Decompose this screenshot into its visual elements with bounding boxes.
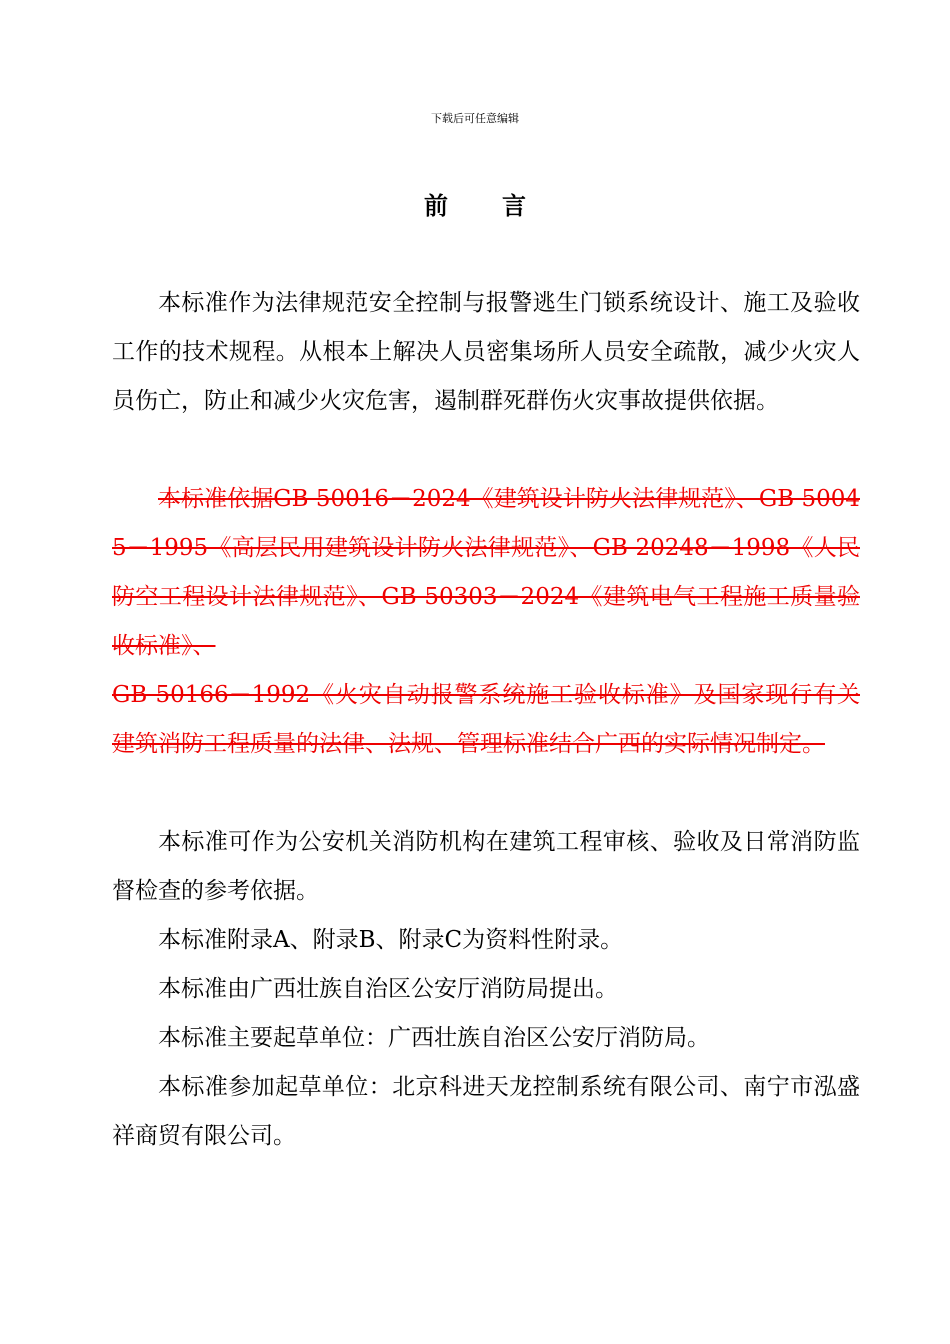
paragraph-deleted-references-a: 本标准依据GB 50016－2024《建筑设计防火法律规范》、GB 50045－1995《高层民用建筑设计防火法律规范》、GB 20248－1998《人民防空工程设计法律规范》、GB 50303－2024《建筑电气工程施工质量验收标准》、 xyxy=(112,486,860,659)
paragraph-reference-use: 本标准可作为公安机关消防机构在建筑工程审核、验收及日常消防监督检查的参考依据。 xyxy=(112,829,860,904)
title-char-1: 前 xyxy=(424,191,448,220)
paragraph-main-drafter: 本标准主要起草单位：广西壮族自治区公安厅消防局。 xyxy=(158,1025,710,1051)
paragraph-proposed-by: 本标准由广西壮族自治区公安厅消防局提出。 xyxy=(158,976,618,1002)
paragraph-purpose: 本标准作为法律规范安全控制与报警逃生门锁系统设计、施工及验收工作的技术规程。从根本上解决人员密集场所人员安全疏散，减少火灾人员伤亡，防止和减少火灾危害，遏制群死群伤火灾事故提供依据。 xyxy=(112,290,860,414)
page-title xyxy=(0,188,950,224)
paragraph-deleted-references-b: GB 50166－1992《火灾自动报警系统施工验收标准》及国家现行有关建筑消防工程质量的法律、法规、管理标准结合广西的实际情况制定。 xyxy=(112,682,860,757)
title-char-2: 言 xyxy=(502,191,526,220)
paragraph-appendix: 本标准附录A、附录B、附录C为资料性附录。 xyxy=(158,927,624,953)
header-note: 下载后可任意编辑 xyxy=(431,112,519,125)
paragraph-participating-drafters: 本标准参加起草单位：北京科进天龙控制系统有限公司、南宁市泓盛祥商贸有限公司。 xyxy=(112,1074,860,1149)
